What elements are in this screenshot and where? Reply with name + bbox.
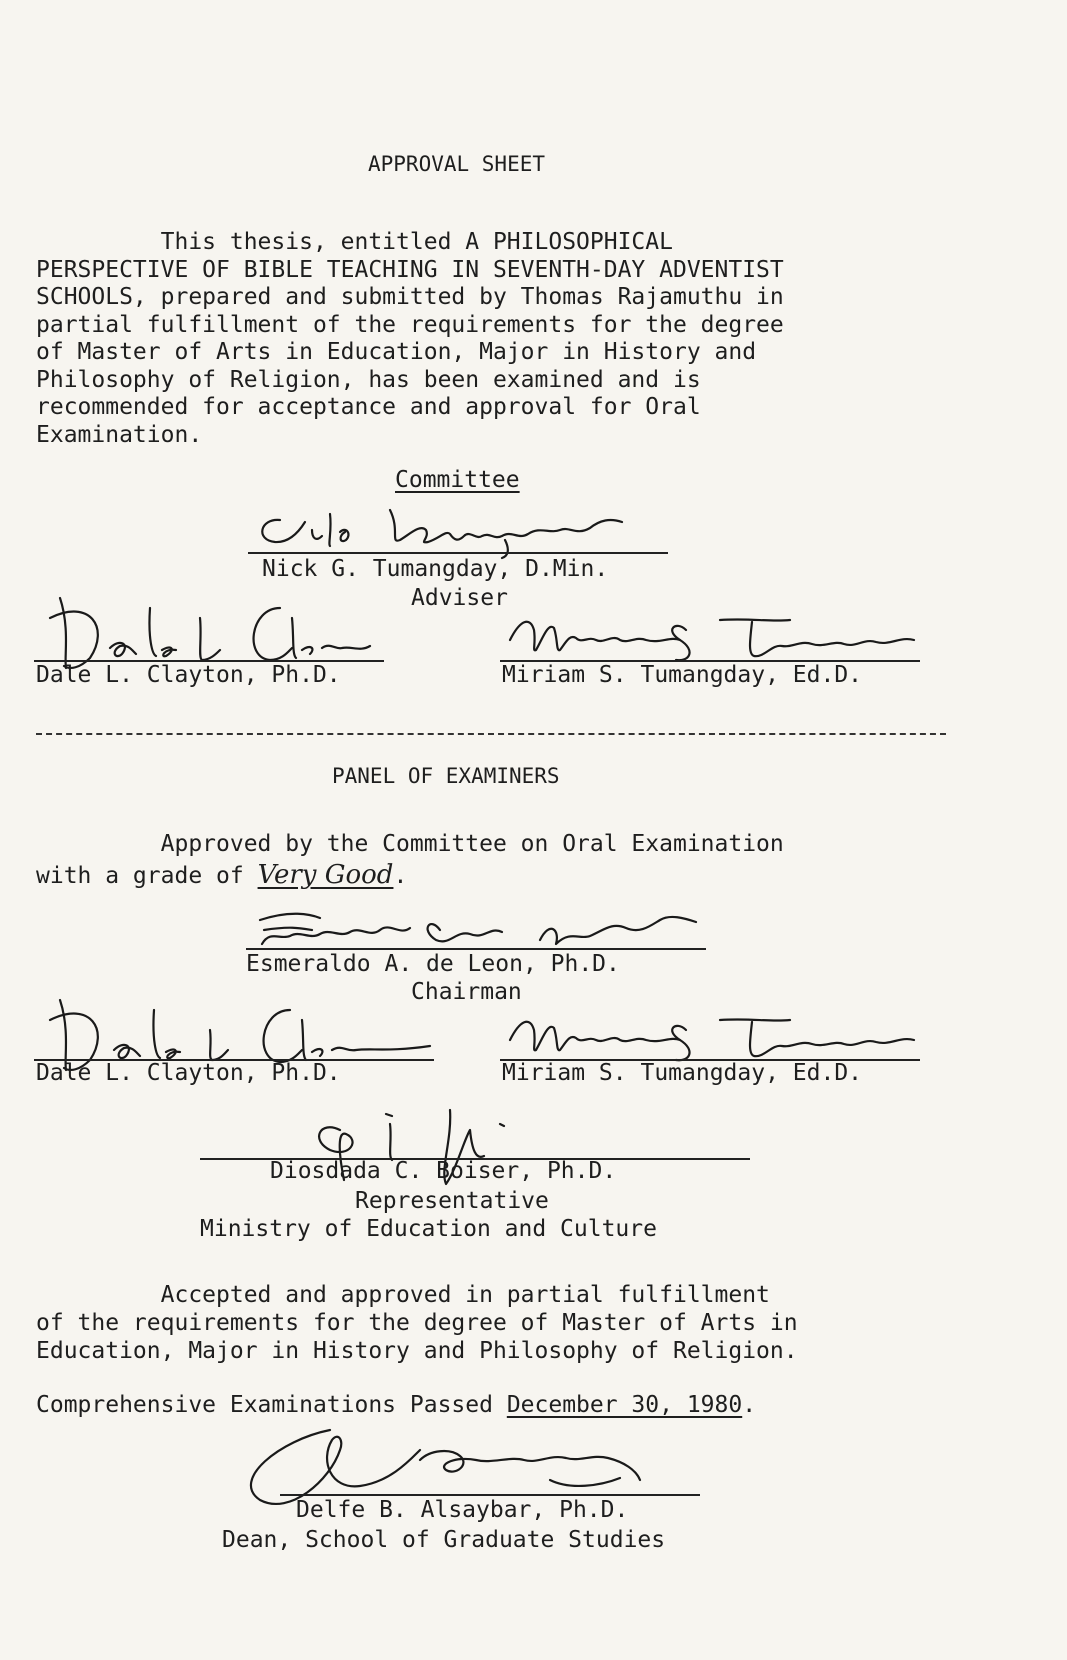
intro-paragraph — [36, 229, 1036, 449]
section-divider — [36, 733, 946, 735]
committee-member-left-name: Dale L. Clayton, Ph.D. — [36, 662, 341, 688]
approved-line-1: Approved by the Committee on Oral Examination — [36, 831, 784, 857]
adviser-role: Adviser — [411, 585, 508, 611]
representative-name: Diosdada C. Boiser, Ph.D. — [270, 1158, 617, 1184]
representative-role: Representative — [355, 1188, 549, 1214]
intro-line: PERSPECTIVE OF BIBLE TEACHING IN SEVENTH-DAY ADVENTIST — [36, 256, 784, 283]
dean-signature-line — [280, 1494, 700, 1496]
acceptance-line: of the requirements for the degree of Master of Arts in — [36, 1310, 798, 1336]
representative-organization: Ministry of Education and Culture — [200, 1216, 657, 1242]
comprehensive-exam-line — [36, 1394, 756, 1417]
panel-member-right-name: Miriam S. Tumangday, Ed.D. — [502, 1060, 863, 1086]
committee-heading: Committee — [395, 467, 520, 493]
dean-name: Delfe B. Alsaybar, Ph.D. — [296, 1497, 629, 1523]
comprehensive-date: December 30, 1980 — [506, 1392, 743, 1418]
intro-line: This thesis, entitled A PHILOSOPHICAL — [36, 229, 673, 255]
comprehensive-prefix: Comprehensive Examinations Passed — [36, 1392, 507, 1418]
grade-value: Very Good — [257, 860, 394, 890]
committee-member-right-name: Miriam S. Tumangday, Ed.D. — [502, 662, 863, 688]
page-title: APPROVAL SHEET — [368, 152, 546, 176]
adviser-signature-icon — [250, 500, 670, 560]
intro-line: recommended for acceptance and approval for Oral — [36, 394, 701, 420]
panel-heading: PANEL OF EXAMINERS — [332, 764, 560, 788]
chairman-role: Chairman — [411, 979, 522, 1005]
approved-line-2 — [36, 862, 407, 888]
acceptance-line: Accepted and approved in partial fulfillment — [36, 1282, 770, 1308]
comprehensive-suffix: . — [742, 1392, 757, 1418]
intro-line: Philosophy of Religion, has been examined and is — [36, 366, 701, 393]
dean-role: Dean, School of Graduate Studies — [222, 1527, 666, 1553]
chairman-signature-line — [246, 948, 706, 950]
approved-line-2-suffix: . — [393, 863, 408, 889]
intro-line: SCHOOLS, prepared and submitted by Thomas Rajamuthu in — [36, 284, 784, 310]
approved-line-2-prefix: with a grade of — [36, 863, 258, 889]
panel-member-left-name: Dale L. Clayton, Ph.D. — [36, 1060, 341, 1086]
chairman-name: Esmeraldo A. de Leon, Ph.D. — [246, 951, 620, 977]
adviser-name: Nick G. Tumangday, D.Min. — [262, 556, 609, 582]
intro-line: Examination. — [36, 421, 203, 448]
intro-line: partial fulfillment of the requirements for the degree — [36, 311, 784, 338]
acceptance-line: Education, Major in History and Philosophy of Religion. — [36, 1338, 798, 1364]
intro-line: of Master of Arts in Education, Major in History and — [36, 339, 757, 365]
adviser-signature-line — [248, 552, 668, 554]
